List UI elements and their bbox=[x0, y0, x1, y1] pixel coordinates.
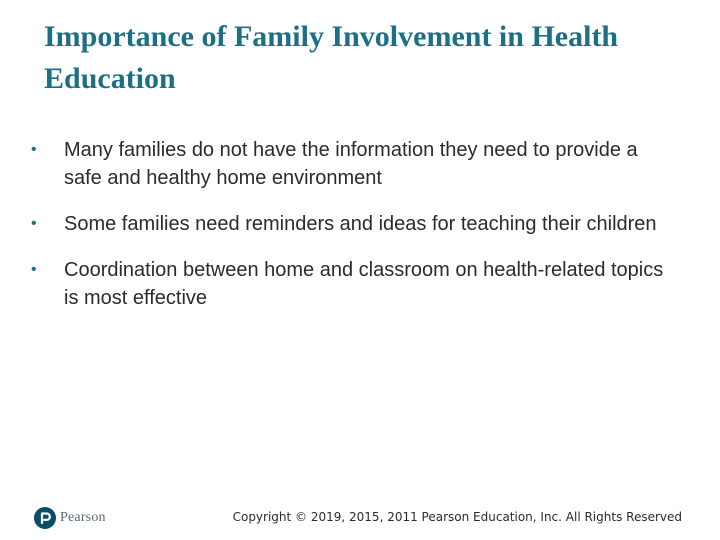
copyright-notice: Copyright © 2019, 2015, 2011 Pearson Education, Inc. All Rights Reserved bbox=[232, 510, 682, 524]
pearson-p-icon bbox=[34, 507, 56, 529]
bullet-text: Some families need reminders and ideas for teaching their children bbox=[64, 213, 657, 235]
bullet-list bbox=[30, 136, 670, 330]
pearson-wordmark: Pearson bbox=[60, 510, 106, 525]
bullet-marker: • bbox=[31, 261, 37, 278]
pearson-logo bbox=[34, 505, 106, 531]
bullet-item bbox=[30, 136, 670, 192]
bullet-text: Many families do not have the information they need to provide a safe and healthy home environment bbox=[64, 139, 638, 189]
bullet-item bbox=[30, 210, 670, 238]
bullet-marker: • bbox=[31, 215, 37, 232]
bullet-marker: • bbox=[31, 141, 37, 158]
slide-title: Importance of Family Involvement in Health Education bbox=[44, 20, 619, 95]
bullet-item bbox=[30, 256, 670, 312]
bullet-text: Coordination between home and classroom on health-related topics is most effective bbox=[64, 259, 664, 309]
